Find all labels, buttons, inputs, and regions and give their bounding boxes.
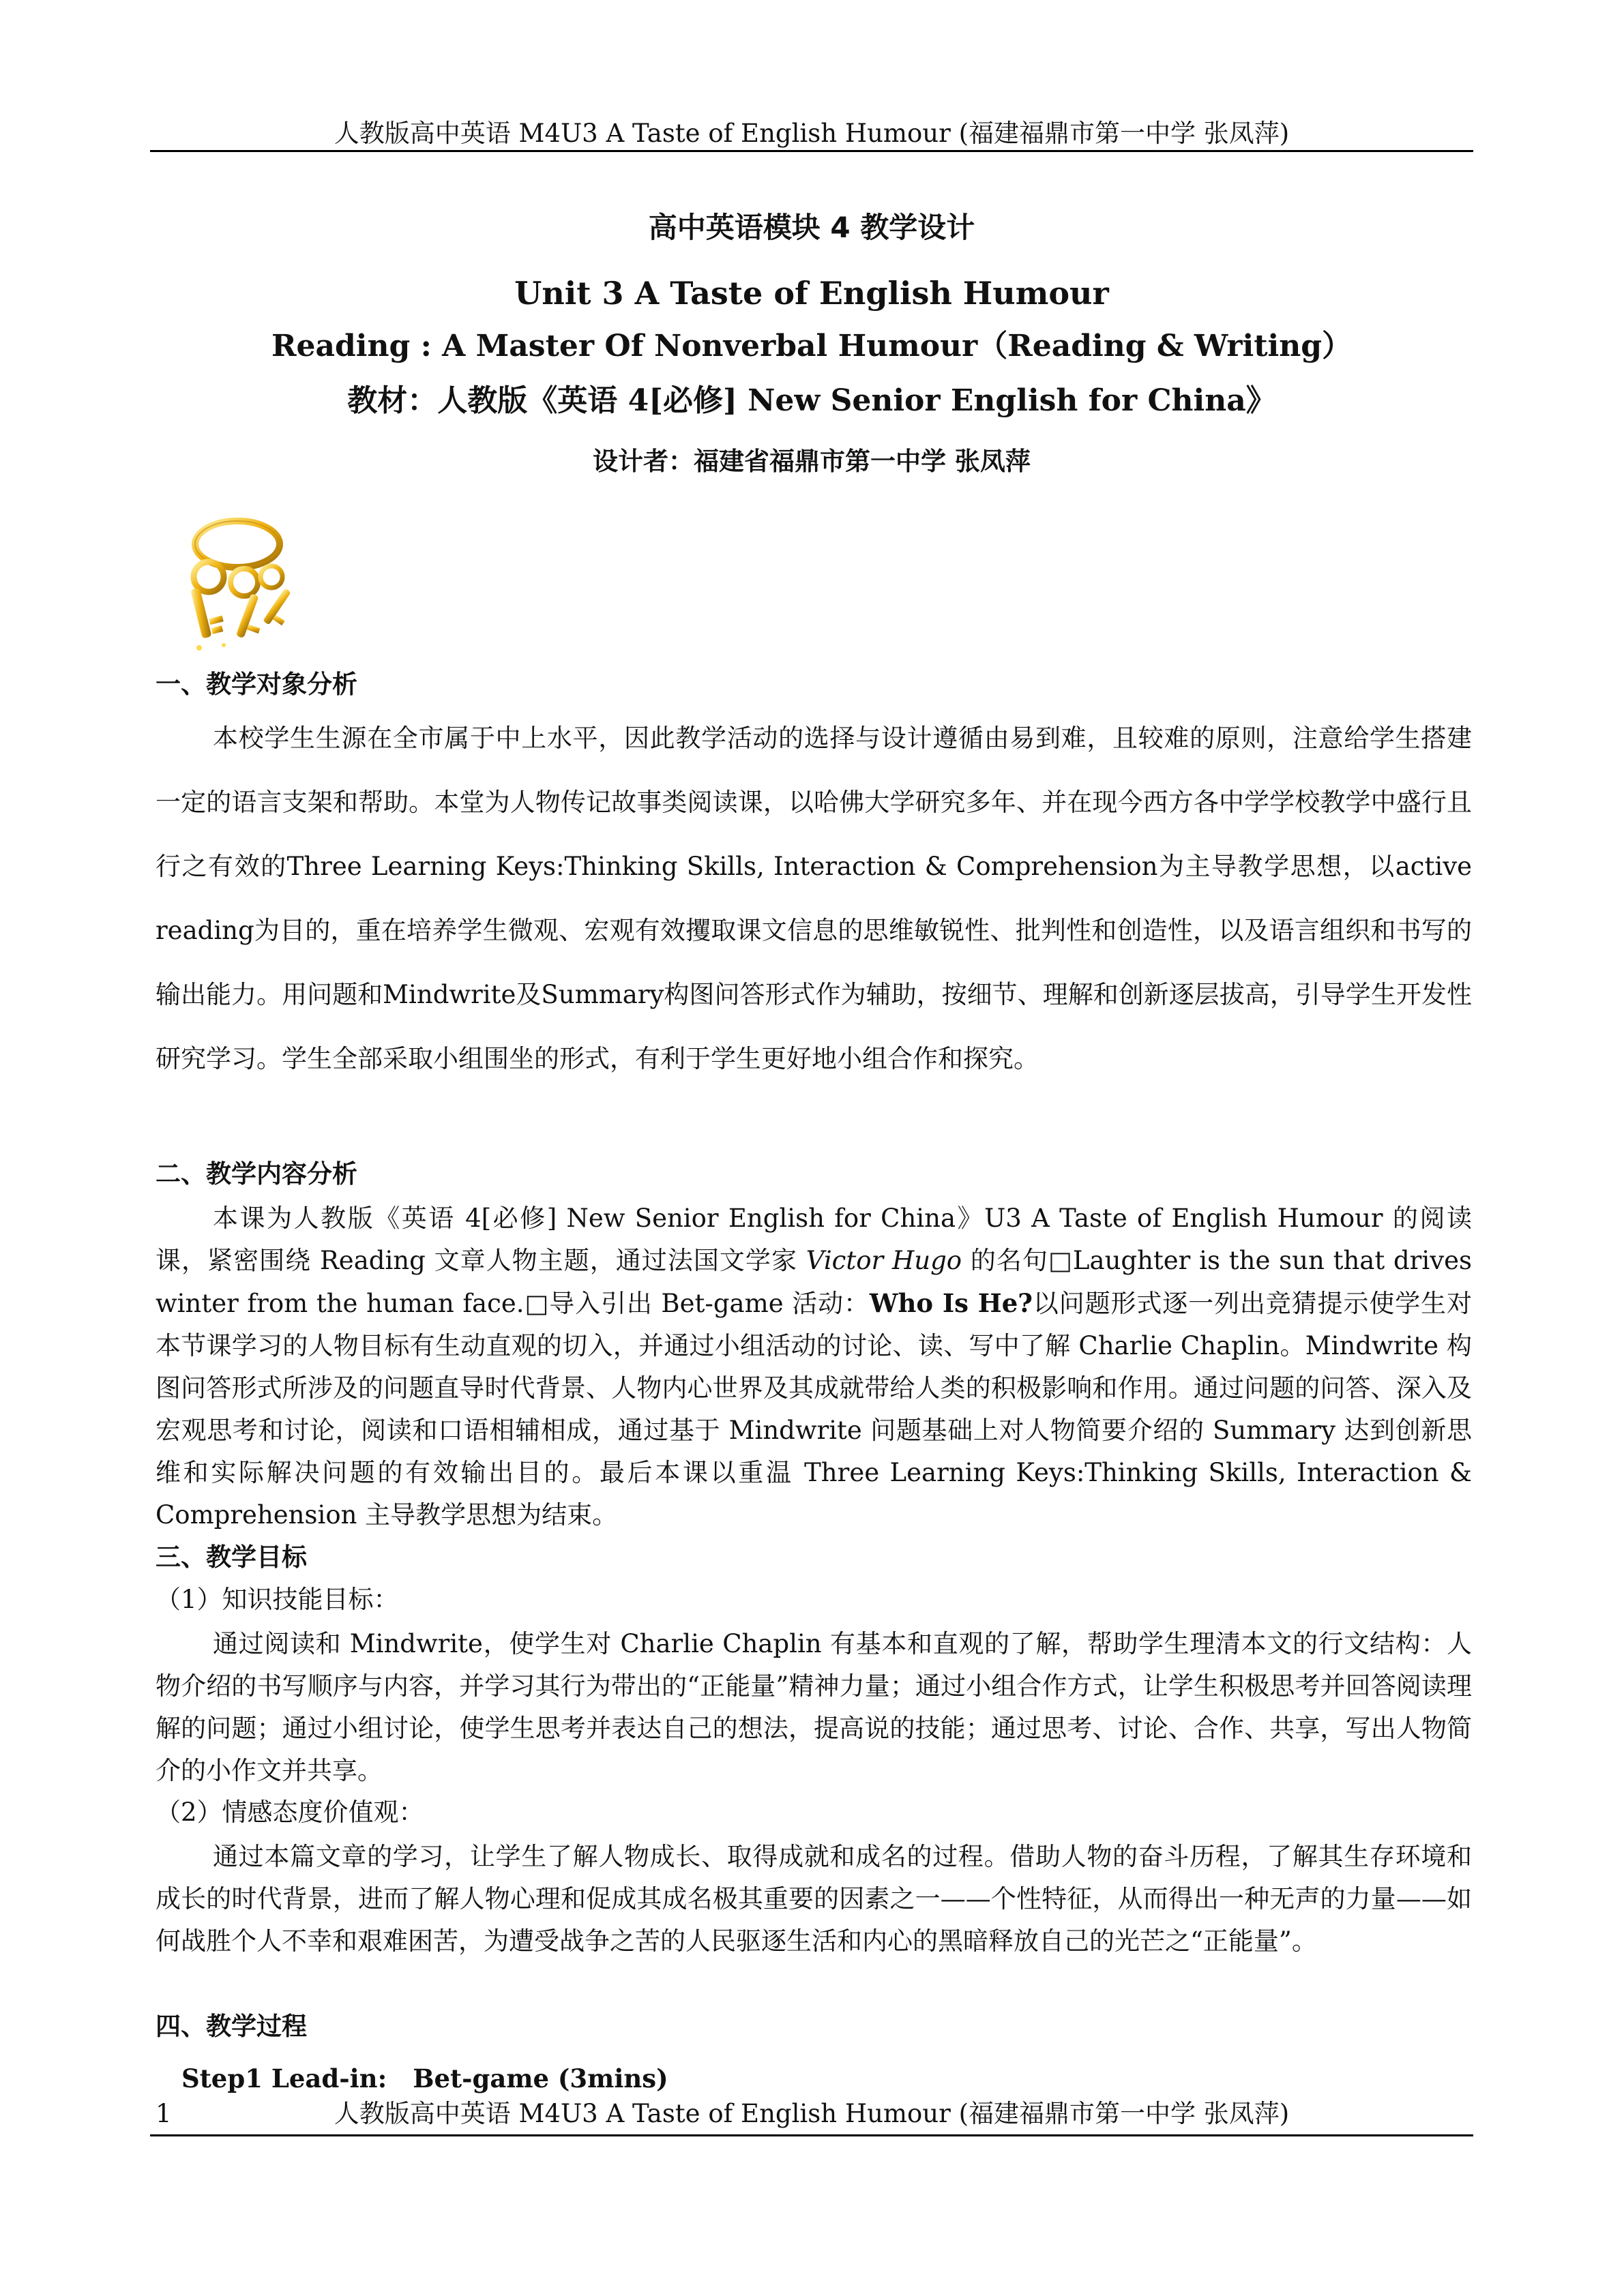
section-2-part-3: 以问题形式逐一列出竞猜提示使学生对本节课学习的人物目标有生动直观的切入，并通过小组活动的讨论、读、写中了解 Charlie Chaplin。Mindwrite 构图问答形式所涉及的问题直导时代背景、人物内心世界及其成就带给人类的积极影响和作用。通过问题的问答、深入及宏观思考和讨论，阅读和口语相辅相成，通过基于 Mindwrite 问题基础上对人物简要介绍的 Summary 达到创新思维和实际解决问题的有效输出目的。最后本课以重温 Three Learning Keys:Thinking Skills, Interaction & Comprehension 主导教学思想为结束。	[156, 1289, 1473, 1530]
author-name: Victor Hugo	[806, 1246, 962, 1275]
footer-rule	[150, 2134, 1473, 2136]
designer-line: 设计者：福建省福鼎市第一中学 张凤萍	[593, 446, 1031, 476]
golden-keys-icon	[156, 511, 312, 655]
running-footer: 人教版高中英语 M4U3 A Taste of English Humour (福建福鼎市第一中学 张凤萍)	[334, 2099, 1290, 2128]
running-header: 人教版高中英语 M4U3 A Taste of English Humour (福建福鼎市第一中学 张凤萍)	[334, 119, 1290, 148]
objective-subheading-2: （2）情感态度价值观：	[156, 1798, 424, 1827]
section-heading-1: 一、教学对象分析	[156, 670, 357, 699]
textbook-line: 教材：人教版《英语 4[必修] New Senior English for China》	[347, 383, 1276, 418]
unit-title: Unit 3 A Taste of English Humour	[514, 275, 1109, 312]
section-heading-2: 二、教学内容分析	[156, 1159, 357, 1189]
objective-text-2: 通过本篇文章的学习，让学生了解人物成长、取得成就和成名的过程。借助人物的奋斗历程，了解其生存环境和成长的时代背景，进而了解人物心理和促成其成名极其重要的因素之一——个性特征，从而得出一种无声的力量——如何战胜个人不幸和艰难困苦，为遭受战争之苦的人民驱逐生活和内心的黑暗释放自己的光芒之“正能量”。	[156, 1842, 1472, 1956]
reading-title: Reading : A Master Of Nonverbal Humour（Reading & Writing）	[271, 329, 1353, 363]
objective-paragraph-1	[156, 1623, 1472, 1792]
step-label: Step1 Lead-in:	[181, 2063, 387, 2093]
section-heading-4: 四、教学过程	[156, 2012, 307, 2041]
section-1-paragraph	[156, 706, 1472, 1091]
section-2-paragraph	[156, 1197, 1472, 1536]
header-rule	[150, 150, 1473, 152]
objective-subheading-1: （1）知识技能目标：	[156, 1585, 399, 1614]
page-number: 1	[156, 2099, 172, 2128]
section-2-part-1: 本课为人教版《英语 4[必修] New Senior English for China》U3 A Taste of English Humour 的阅读课，紧密围绕 Reading 文章人物主题，通过法国文学家	[156, 1204, 1472, 1275]
section-2-part-2: 的名句□Laughter is the sun that drives winter from the human face.□导入引出 Bet-game 活动：	[156, 1246, 1472, 1318]
section-2-text	[156, 1197, 1472, 1536]
who-is-he-label: Who Is He?	[869, 1288, 1033, 1318]
section-1-text: 本校学生生源在全市属于中上水平，因此教学活动的选择与设计遵循由易到难，且较难的原则，注意给学生搭建一定的语言支架和帮助。本堂为人物传记故事类阅读课，以哈佛大学研究多年、并在现今西方各中学学校教学中盛行且行之有效的Three Learning Keys:Thinking Skills, Interaction & Comprehension为主导教学思想，以active reading为目的，重在培养学生微观、宏观有效攫取课文信息的思维敏锐性、批判性和创造性，以及语言组织和书写的输出能力。用问题和Mindwrite及Summary构图问答形式作为辅助，按细节、理解和创新逐层拔高，引导学生开发性研究学习。学生全部采取小组围坐的形式，有利于学生更好地小组合作和探究。	[156, 724, 1472, 1073]
objective-paragraph-2	[156, 1836, 1472, 1963]
document-title: 高中英语模块 4 教学设计	[648, 211, 975, 244]
objective-text-1: 通过阅读和 Mindwrite，使学生对 Charlie Chaplin 有基本和直观的了解，帮助学生理清本文的行文结构：人物介绍的书写顺序与内容，并学习其行为带出的“正能量”精神力量；通过小组合作方式，让学生积极思考并回答阅读理解的问题；通过小组讨论，使学生思考并表达自己的想法，提高说的技能；通过思考、讨论、合作、共享，写出人物简介的小作文并共享。	[156, 1629, 1472, 1785]
step-1-line	[181, 2059, 668, 2098]
section-heading-3: 三、教学目标	[156, 1542, 307, 1572]
step-activity: Bet-game (3mins)	[413, 2063, 668, 2093]
